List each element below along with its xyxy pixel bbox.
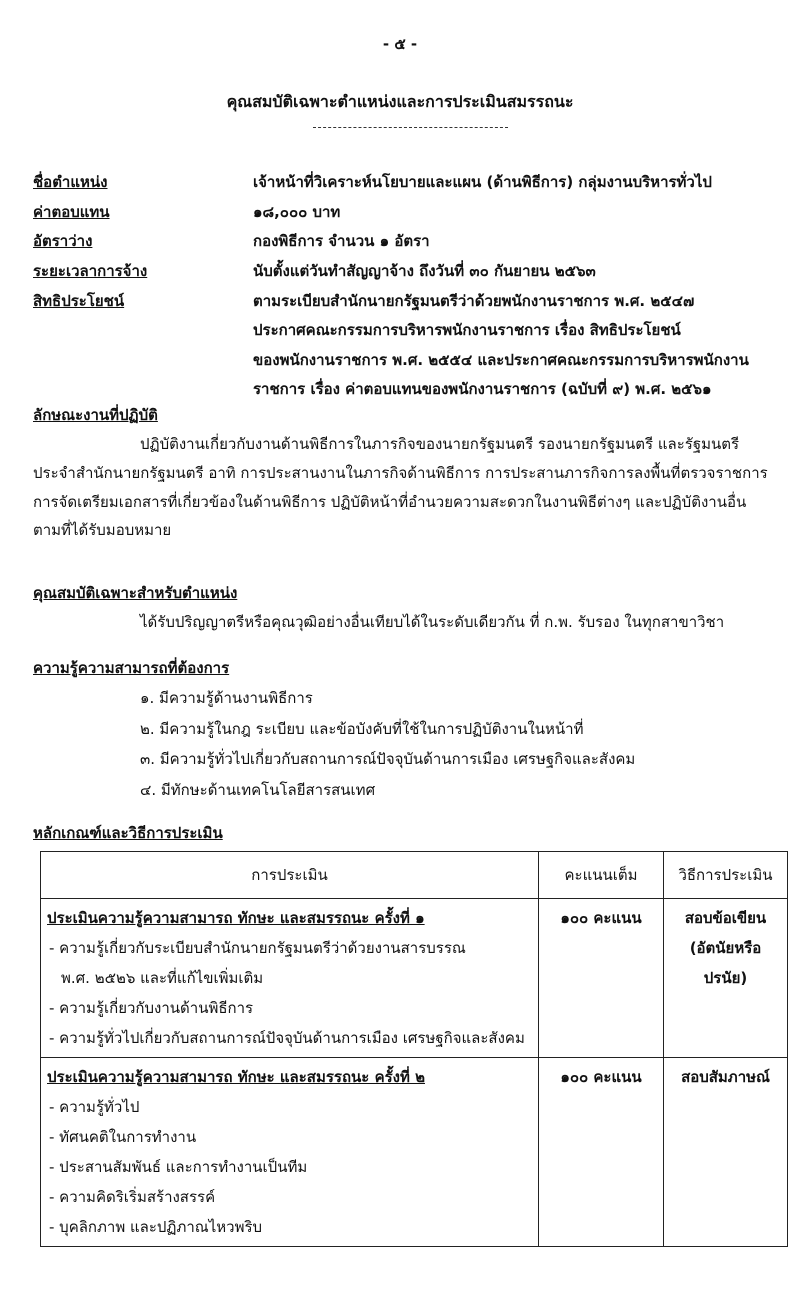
label-period: ระยะเวลาการจ้าง: [33, 262, 148, 280]
value-benefits-line: ประกาศคณะกรรมการบริหารพนักงานราชการ เรื่อง สิทธิประโยชน์: [253, 321, 681, 339]
table-row: [41, 899, 788, 1058]
value-benefits-line: ตามระเบียบสำนักนายกรัฐมนตรีว่าด้วยพนักงานราชการ พ.ศ. ๒๕๔๗: [253, 292, 695, 310]
method-line: (อัตนัยหรือ: [689, 939, 762, 957]
value-benefits-line: ราชการ เรื่อง ค่าตอบแทนของพนักงานราชการ (ฉบับที่ ๙) พ.ศ. ๒๕๖๑: [253, 380, 712, 398]
value-period: นับตั้งแต่วันทำสัญญาจ้าง ถึงวันที่ ๓๐ กันยายน ๒๕๖๓: [253, 262, 596, 280]
method-cell: [664, 1058, 788, 1247]
value-vacancy: กองพิธีการ จำนวน ๑ อัตรา: [253, 232, 430, 250]
knowledge-item: ๑. มีความรู้ด้านงานพิธีการ: [140, 689, 313, 707]
duties-line: ปฏิบัติงานเกี่ยวกับงานด้านพิธีการในภารกิจของนายกรัฐมนตรี รองนายกรัฐมนตรี และรัฐมนตรี: [140, 435, 740, 453]
header-score: คะแนนเต็ม: [539, 852, 664, 899]
method-line: สอบข้อเขียน: [684, 909, 767, 927]
label-salary: ค่าตอบแทน: [33, 203, 110, 221]
label-position: ชื่อตำแหน่ง: [33, 173, 108, 191]
qualification-text: ได้รับปริญญาตรีหรือคุณวุฒิอย่างอื่นเทียบได้ในระดับเดียวกัน ที่ ก.พ. รับรอง ในทุกสาขาวิชา: [140, 613, 725, 631]
assessment-title: ประเมินความรู้ความสามารถ ทักษะ และสมรรถนะ ครั้งที่ ๒: [47, 1068, 425, 1086]
assessment-item: พ.ศ. ๒๕๒๖ และที่แก้ไขเพิ่มเติม: [61, 969, 264, 987]
duties-line: ประจำสำนักนายกรัฐมนตรี อาทิ การประสานงานในภารกิจด้านพิธีการ การประสานภารกิจการลงพื้นที่ตรวจราชการ: [33, 464, 768, 482]
assessment-item: - บุคลิกภาพ และปฏิภาณไหวพริบ: [49, 1218, 263, 1236]
assessment-item: - ความรู้ทั่วไป: [49, 1098, 140, 1116]
duties-heading: ลักษณะงานที่ปฏิบัติ: [33, 406, 158, 424]
score-cell: [539, 1058, 664, 1247]
criteria-heading: หลักเกณฑ์และวิธีการประเมิน: [33, 824, 223, 842]
value-position: เจ้าหน้าที่วิเคราะห์นโยบายและแผน (ด้านพิธีการ) กลุ่มงานบริหารทั่วไป: [253, 173, 712, 191]
criteria-table: [40, 851, 788, 1247]
assessment-item: - ความรู้เกี่ยวกับระเบียบสำนักนายกรัฐมนตรีว่าด้วยงานสารบรรณ: [49, 939, 466, 957]
assessment-item: - ความรู้เกี่ยวกับงานด้านพิธีการ: [49, 999, 254, 1017]
table-header-row: [41, 852, 788, 899]
page-title: คุณสมบัติเฉพาะตำแหน่งและการประเมินสมรรถนะ: [226, 92, 574, 111]
knowledge-item: ๒. มีความรู้ในกฎ ระเบียบ และข้อบังคับที่ใช้ในการปฏิบัติงานในหน้าที่: [140, 720, 584, 738]
method-line: ปรนัย): [703, 969, 748, 987]
assessment-title: ประเมินความรู้ความสามารถ ทักษะ และสมรรถนะ ครั้งที่ ๑: [47, 909, 425, 927]
table-row: [41, 1058, 788, 1247]
assessment-item: - ประสานสัมพันธ์ และการทำงานเป็นทีม: [49, 1158, 308, 1176]
assessment-item: - ทัศนคติในการทำงาน: [49, 1128, 197, 1146]
score-value: ๑๐๐ คะแนน: [560, 909, 642, 927]
knowledge-item: ๓. มีความรู้ทั่วไปเกี่ยวกับสถานการณ์ปัจจุบันด้านการเมือง เศรษฐกิจและสังคม: [140, 750, 636, 768]
score-cell: [539, 899, 664, 1058]
assessment-cell: [41, 1058, 539, 1247]
method-cell: [664, 899, 788, 1058]
duties-line: ตามที่ได้รับมอบหมาย: [33, 521, 172, 539]
assessment-item: - ความคิดริเริ่มสร้างสรรค์: [49, 1188, 216, 1206]
assessment-item: - ความรู้ทั่วไปเกี่ยวกับสถานการณ์ปัจจุบันด้านการเมือง เศรษฐกิจและสังคม: [49, 1029, 525, 1047]
label-vacancy: อัตราว่าง: [33, 232, 93, 250]
knowledge-heading: ความรู้ความสามารถที่ต้องการ: [33, 659, 230, 677]
assessment-cell: [41, 899, 539, 1058]
label-benefits: สิทธิประโยชน์: [33, 292, 125, 310]
method-line: สอบสัมภาษณ์: [681, 1068, 770, 1086]
header-method: วิธีการประเมิน: [664, 852, 788, 899]
value-benefits-line: ของพนักงานราชการ พ.ศ. ๒๕๕๔ และประกาศคณะกรรมการบริหารพนักงาน: [253, 351, 749, 369]
duties-line: การจัดเตรียมเอกสารที่เกี่ยวข้องในด้านพิธีการ ปฏิบัติหน้าที่อำนวยความสะดวกในงานพิธีต่างๆ และปฏิบัติงานอื่น: [33, 493, 747, 511]
header-assessment: การประเมิน: [41, 852, 539, 899]
qualification-heading: คุณสมบัติเฉพาะสำหรับตำแหน่ง: [33, 584, 238, 602]
knowledge-item: ๔. มีทักษะด้านเทคโนโลยีสารสนเทศ: [140, 781, 376, 799]
title-divider: [313, 127, 508, 128]
score-value: ๑๐๐ คะแนน: [560, 1068, 642, 1086]
page-number: - ๕ -: [382, 35, 418, 53]
value-salary: ๑๘,๐๐๐ บาท: [253, 203, 341, 221]
